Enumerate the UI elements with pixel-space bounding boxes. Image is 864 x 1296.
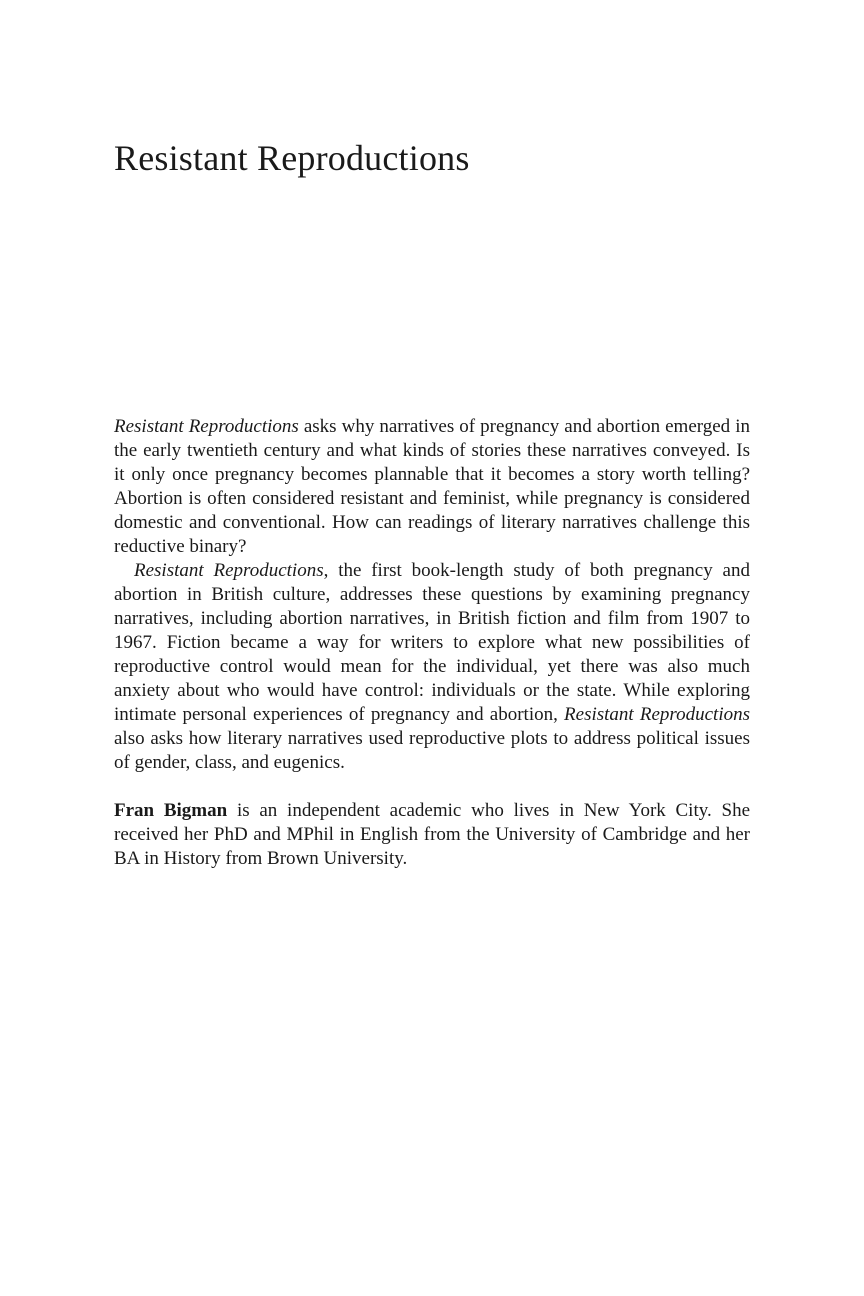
paragraph-2-text-b: also asks how literary narratives used reproductive plots to address political issues of gender, class, and eugenics. <box>114 728 750 773</box>
author-bio-text: is an independent academic who lives in New York City. She received her PhD and MPhil in English from the University of Cambridge and her BA in History from Brown University. <box>114 800 751 869</box>
blurb-paragraph-1 <box>114 415 750 559</box>
book-title: Resistant Reproductions <box>114 138 470 178</box>
blurb <box>114 415 750 871</box>
paragraph-2-text-a: , the first book-length study of both pregnancy and abortion in British culture, addresses these questions by examining pregnancy narratives, including abortion narratives, in British fiction and film from 1907 to 1967. Fiction became a way for writers to explore what new possibilities of reproductive control would mean for the individual, yet there was also much anxiety about who would have control: individuals or the state. While exploring intimate personal experiences of pregnancy and abortion, <box>114 560 750 725</box>
author-name: Fran Bigman <box>114 800 228 821</box>
paragraph-1-text: asks why narratives of pregnancy and abortion emerged in the early twentieth century and what kinds of stories these narratives conveyed. Is it only once pregnancy becomes plannable that it becomes a story worth telling? Abortion is often considered resistant and feminist, while pregnancy is considered domestic and conventional. How can readings of literary narratives challenge this reductive binary? <box>114 416 750 557</box>
author-bio <box>114 799 750 871</box>
blurb-paragraph-2 <box>114 559 750 775</box>
italic-book-title: Resistant Reproductions <box>564 704 751 725</box>
italic-book-title: Resistant Reproductions <box>134 560 324 581</box>
italic-book-title: Resistant Reproductions <box>114 416 299 437</box>
